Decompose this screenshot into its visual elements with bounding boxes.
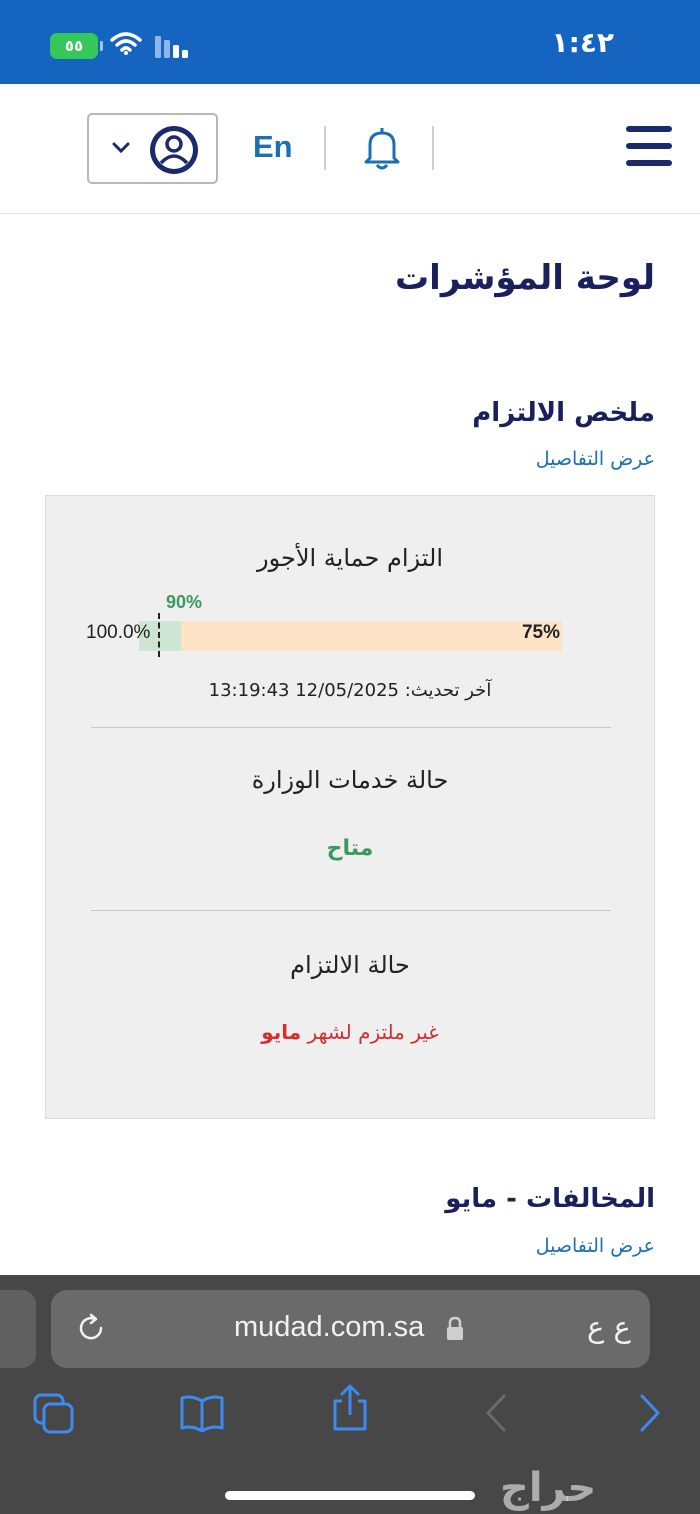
tabs-icon[interactable] bbox=[33, 1393, 75, 1435]
max-label: 100.0% bbox=[86, 622, 151, 643]
compliance-card bbox=[45, 495, 655, 1119]
watermark: حراج bbox=[500, 1465, 597, 1511]
compliance-summary-title: ملخص الالتزام bbox=[472, 398, 655, 428]
ministry-services-status: متاح bbox=[326, 836, 374, 861]
compliance-status-text bbox=[46, 1020, 654, 1044]
home-indicator bbox=[225, 1491, 475, 1500]
user-menu-button[interactable] bbox=[87, 113, 218, 184]
status-bar bbox=[0, 0, 700, 84]
chevron-down-icon bbox=[111, 141, 131, 155]
last-update-text: آخر تحديث: 12/05/2025 13:19:43 bbox=[208, 680, 492, 701]
target-marker bbox=[158, 613, 160, 657]
wage-protection-title: التزام حماية الأجور bbox=[257, 544, 443, 572]
forward-icon[interactable] bbox=[638, 1393, 662, 1433]
wifi-icon bbox=[110, 32, 142, 56]
back-icon bbox=[484, 1393, 508, 1433]
card-divider bbox=[91, 910, 611, 911]
battery-icon bbox=[50, 33, 98, 59]
page-title: لوحة المؤشرات bbox=[395, 258, 655, 298]
bookmarks-icon[interactable] bbox=[179, 1393, 225, 1433]
language-toggle-button[interactable]: En bbox=[253, 129, 293, 164]
hamburger-icon[interactable] bbox=[626, 126, 672, 166]
violations-title-month: مايو bbox=[445, 1184, 498, 1214]
url-text: mudad.com.sa bbox=[234, 1311, 425, 1343]
card-divider bbox=[91, 727, 611, 728]
previous-tab[interactable] bbox=[0, 1290, 36, 1368]
ministry-services-title: حالة خدمات الوزارة bbox=[251, 766, 449, 794]
text-size-button[interactable]: ع ع bbox=[587, 1310, 631, 1344]
lock-icon bbox=[445, 1316, 465, 1342]
violations-details-link[interactable]: عرض التفاصيل bbox=[535, 1235, 655, 1257]
compliance-status-month: مايو bbox=[261, 1020, 302, 1044]
header-divider bbox=[432, 126, 434, 170]
app-header bbox=[0, 84, 700, 214]
compliance-details-link[interactable]: عرض التفاصيل bbox=[535, 448, 655, 470]
battery-level: ٥٥ bbox=[64, 37, 84, 55]
wage-protection-progress bbox=[46, 592, 654, 662]
progress-track bbox=[139, 621, 562, 651]
violations-title bbox=[445, 1184, 655, 1214]
address-bar[interactable] bbox=[51, 1290, 650, 1368]
bell-icon[interactable] bbox=[361, 126, 403, 170]
reload-icon[interactable] bbox=[75, 1312, 107, 1344]
compliance-status-title: حالة الالتزام bbox=[290, 951, 410, 979]
target-label: 90% bbox=[166, 592, 203, 612]
signal-icon bbox=[155, 36, 191, 58]
share-icon[interactable] bbox=[330, 1383, 370, 1433]
compliance-status-prefix: غير ملتزم لشهر bbox=[307, 1020, 439, 1044]
header-divider bbox=[324, 126, 326, 170]
violations-title-prefix: المخالفات - bbox=[497, 1184, 655, 1214]
avatar-icon bbox=[149, 125, 199, 175]
current-value-label: 75% bbox=[521, 622, 560, 643]
browser-toolbar bbox=[0, 1275, 700, 1514]
clock: ١:٤٢ bbox=[551, 26, 614, 59]
